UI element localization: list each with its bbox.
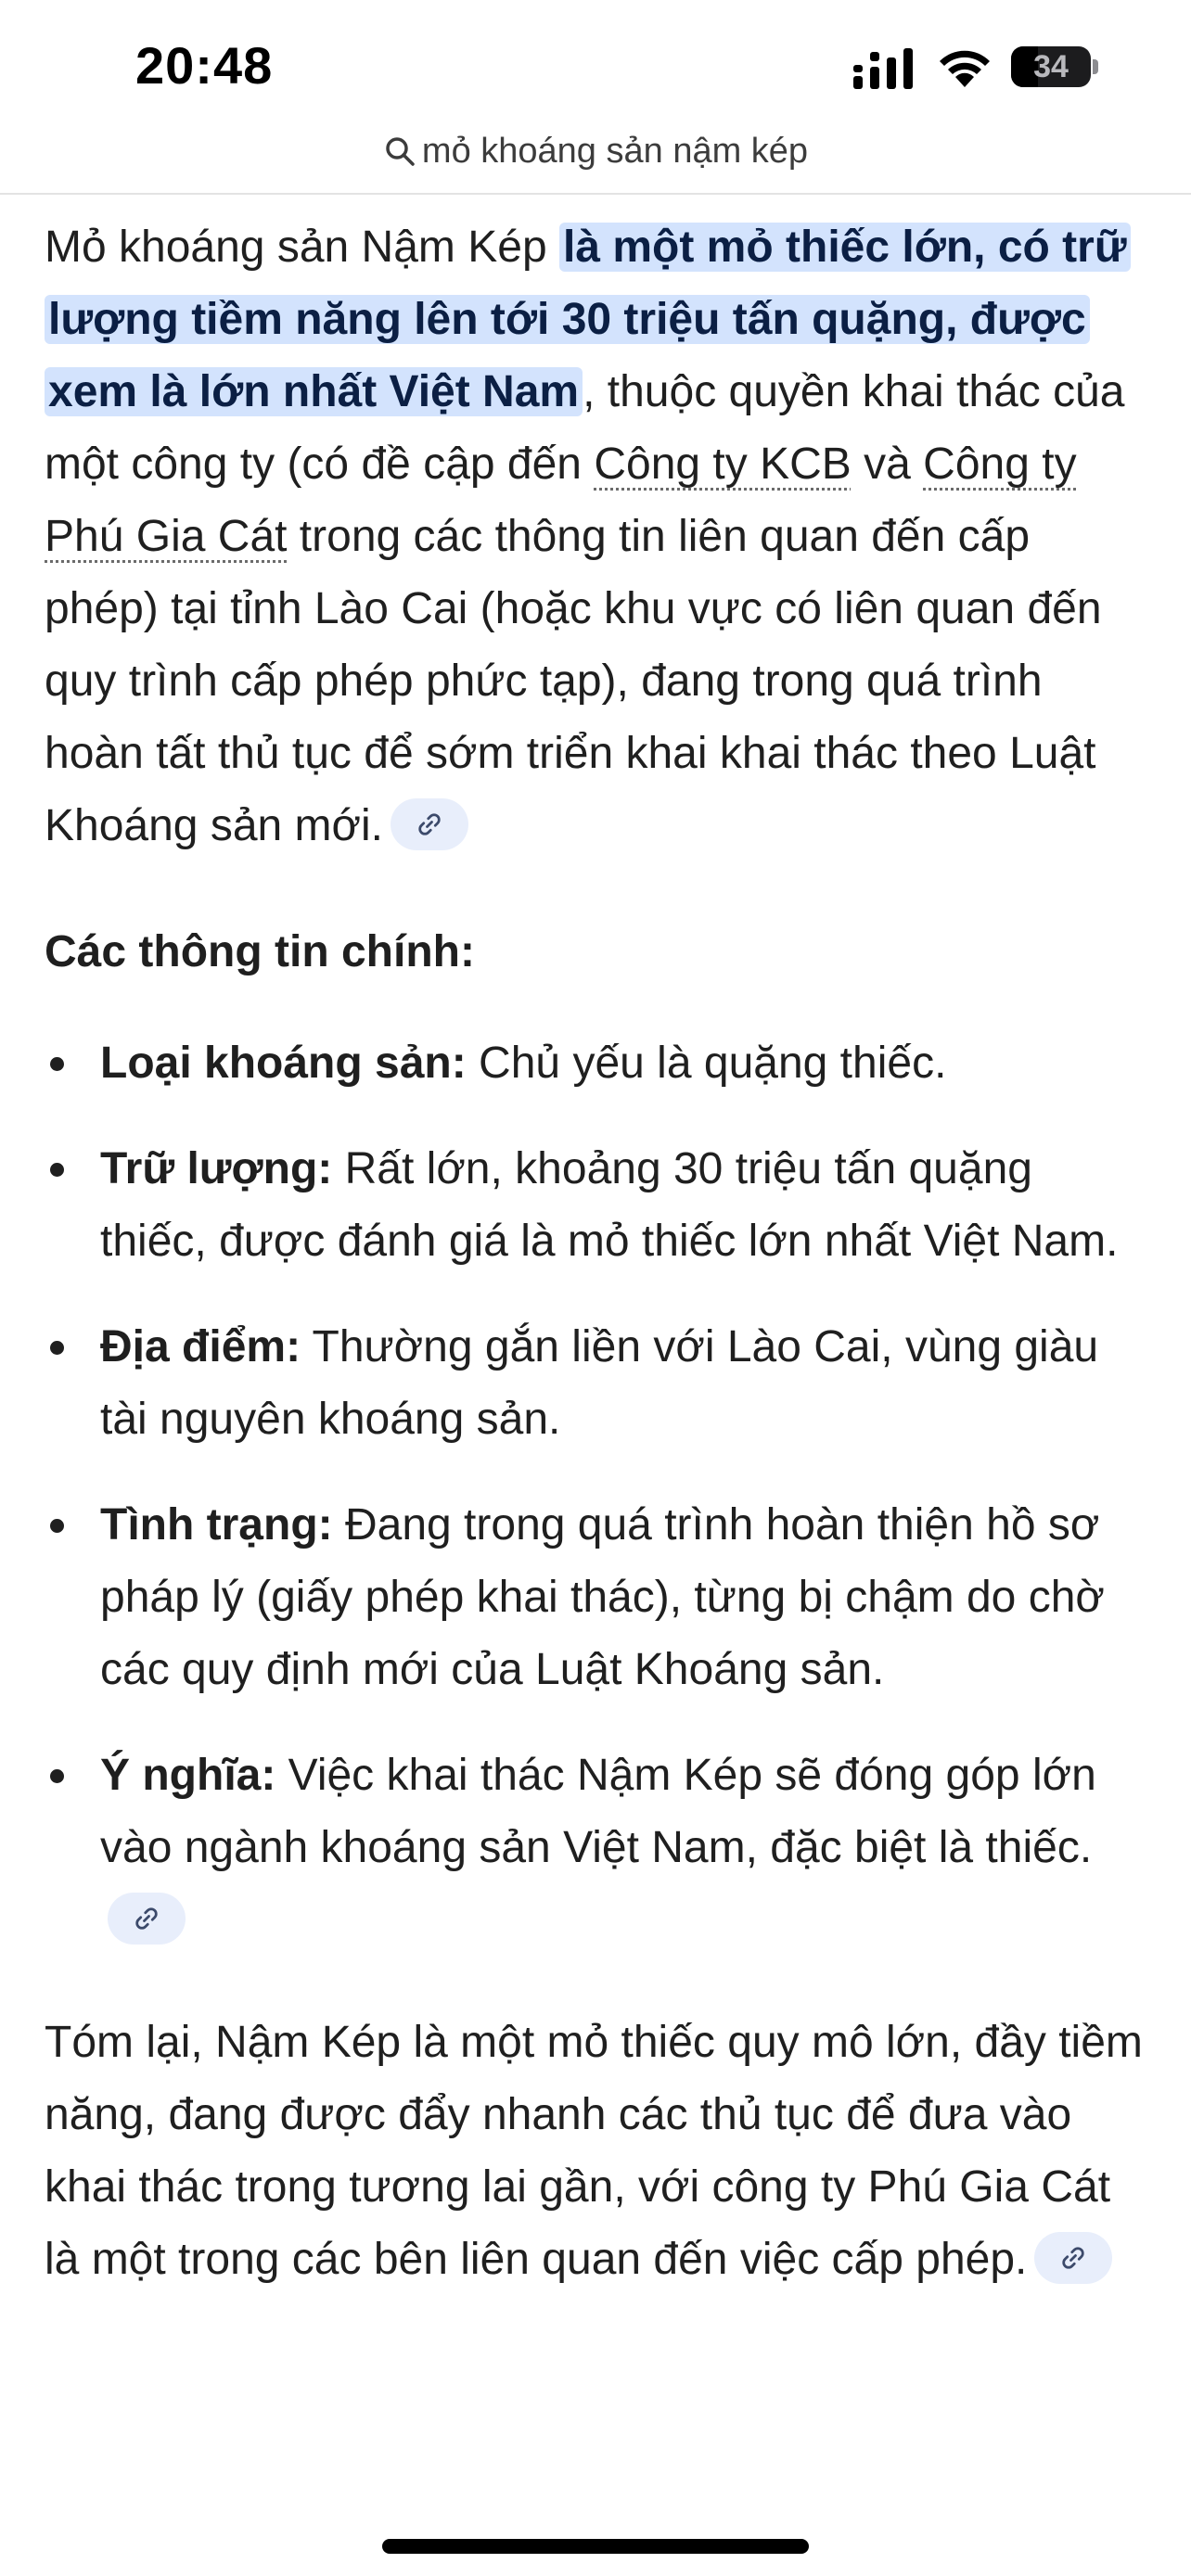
bullet [50, 1519, 64, 1533]
list-item [45, 1133, 1148, 1278]
section-heading: Các thông tin chính: [45, 927, 475, 976]
fact-text: Đang trong quá trình hoàn thiện hồ sơ pháp lý (giấy phép khai thác), từng bị chậm do chờ các quy định mới của Luật Khoáng sản. [100, 1500, 1105, 1694]
entity-link-kcb[interactable]: Công ty KCB [594, 440, 852, 489]
answer-content [45, 211, 1148, 2296]
link-icon [416, 810, 443, 838]
fact-text: Thường gắn liền với Lào Cai, vùng giàu tài nguyên khoáng sản. [100, 1322, 1099, 1444]
facts-list [45, 1027, 1148, 1957]
intro-paragraph [45, 211, 1148, 862]
summary-paragraph [45, 2007, 1148, 2296]
home-indicator[interactable] [382, 2539, 809, 2554]
bullet [50, 1163, 64, 1177]
battery-level: 34 [1033, 49, 1069, 84]
link-icon [1059, 2244, 1087, 2272]
summary-text: Tóm lại, Nậm Kép là một mỏ thiếc quy mô lớn, đầy tiềm năng, đang được đẩy nhanh các thủ tục để đưa vào khai thác trong tương lai gần, với công ty Phú Gia Cát là một trong các bên liên quan đến việc cấp phép. [45, 2018, 1143, 2284]
battery-indicator [1011, 46, 1102, 89]
entity-link-phu-gia-cat[interactable]: Công ty Phú Gia Cát [45, 440, 1077, 561]
search-query-text: mỏ khoáng sản nậm kép [421, 131, 809, 171]
cellular-signal-icon [853, 48, 918, 89]
fact-text: Việc khai thác Nậm Kép sẽ đóng góp lớn vào ngành khoáng sản Việt Nam, đặc biệt là thiếc. [100, 1751, 1096, 1872]
intro-text-2: , thuộc quyền khai thác của một công ty (có đề cập đến [45, 367, 1125, 489]
fact-label: Ý nghĩa: [100, 1751, 276, 1800]
intro-and: và [851, 440, 924, 489]
highlighted-answer[interactable]: là một mỏ thiếc lớn, có trữ lượng tiềm năng lên tới 30 triệu tấn quặng, được xem là lớn nhất Việt Nam [45, 223, 1131, 416]
bullet [50, 1057, 64, 1071]
list-item [45, 1489, 1148, 1706]
source-link-button[interactable] [1034, 2232, 1112, 2284]
list-item [45, 1027, 1148, 1100]
source-link-button[interactable] [391, 798, 468, 850]
source-link-button[interactable] [108, 1893, 186, 1945]
intro-text-1: Mỏ khoáng sản Nậm Kép [45, 223, 559, 272]
status-time: 20:48 [135, 36, 274, 95]
search-query-bar[interactable] [0, 109, 1191, 195]
search-icon [383, 134, 416, 168]
wifi-icon [937, 46, 992, 89]
list-item [45, 1311, 1148, 1456]
fact-label: Địa điểm: [100, 1322, 301, 1371]
fact-text: Rất lớn, khoảng 30 triệu tấn quặng thiếc, được đánh giá là mỏ thiếc lớn nhất Việt Nam. [100, 1144, 1119, 1266]
bullet [50, 1341, 64, 1355]
fact-text: Chủ yếu là quặng thiếc. [466, 1039, 947, 1088]
intro-text-3: trong các thông tin liên quan đến cấp phép) tại tỉnh Lào Cai (hoặc khu vực có liên quan đến quy trình cấp phép phức tạp), đang trong quá trình hoàn tất thủ tục để sớm triển khai khai thác theo Luật Khoáng sản mới. [45, 512, 1102, 850]
list-item [45, 1740, 1148, 1957]
fact-label: Trữ lượng: [100, 1144, 333, 1193]
bullet [50, 1769, 64, 1783]
fact-label: Loại khoáng sản: [100, 1039, 467, 1088]
fact-label: Tình trạng: [100, 1500, 333, 1549]
link-icon [133, 1905, 160, 1932]
battery-cap [1093, 59, 1098, 74]
